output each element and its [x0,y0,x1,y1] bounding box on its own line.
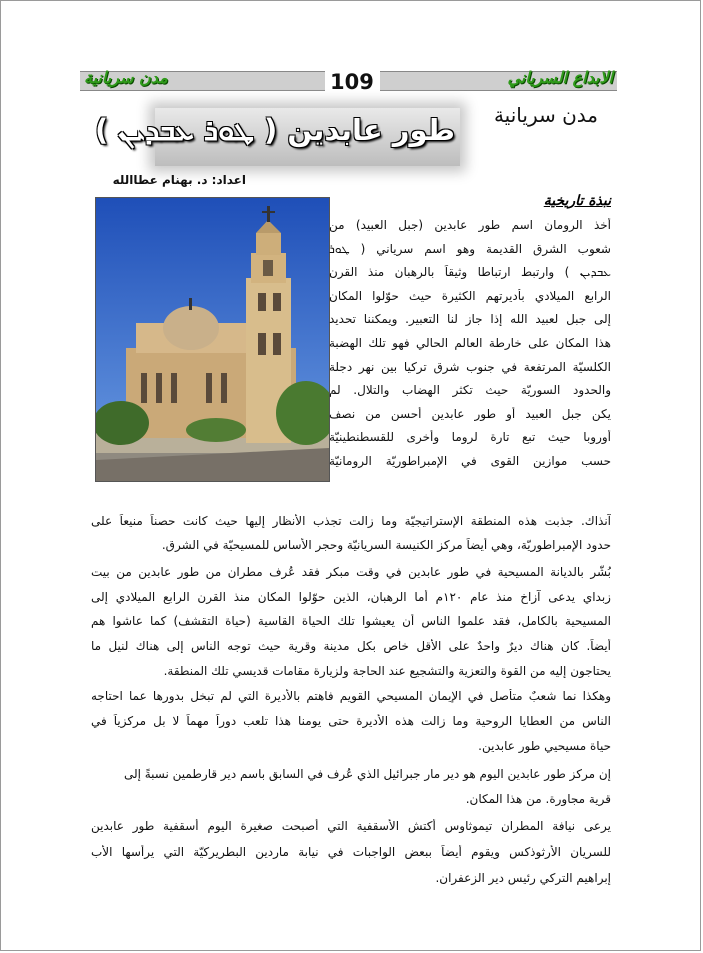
body-line: أيضاً. كان هناك ديرٌ واحدٌ على الأقل خاص بكل مدينة وقرية حيث توجه الناس إلى هناك لنيل ما [91,639,611,653]
church-photo [95,197,330,482]
column-line: الكلسيّة المرتفعة في جنوب شرق تركيا بين نهر دجلة [329,359,611,374]
body-line: المسيحية بالكامل، فقد علموا الناس أن يعيشوا تلك الحياة القاسية (حياة التقشف) كما عاشوا هم [91,614,611,628]
body-line: وهكذا نما شعبٌ متأصل في الإيمان المسيحي القويم فاهتم بالأديرة التي لم تبخل بدورها عما احتاجه [91,689,611,703]
column-line: والحدود السوريّة حيث تكثر الهضاب والتلال. لم [329,383,611,398]
column-line: هذا المكان على خارطة العالم الحالي فهو تلك الهضبة [329,336,611,350]
body-line: للسريان الأرثوذكس ويقوم أيضاً ببعض الواجبات في نيابة ماردين البطريركيّة التي يرأسها الأب [91,845,611,859]
subheading: نبذة تاريخية [543,193,611,209]
column-line: حسب موازين القوى في الإمبراطوريّة الرومانيّة [329,454,611,468]
page-number: 109 [330,70,374,94]
column-line: شعوب الشرق القديمة وهو اسم سرياني ( ܛܘܪ [329,241,611,256]
body-line: إبراهيم التركي رئيس دير الزعفران. [435,871,611,885]
body-line: حدود الإمبراطوريّة، وهي أيضاً مركز الكنيسة السريانيّة وحجر الأساس للمسيحيّة في الشرق. [161,538,611,552]
author-line: اعداد: د. بهنام عطاالله [112,173,246,187]
column-line: الرابع الميلادي بأديرتهم الكثيرة حيث حوّلوا المكان [329,288,611,303]
body-line: حياة مسيحيي طور عابدين. [478,739,611,753]
header-magazine-name: الابداع السرياني [507,68,613,87]
body-line: زبداي يدعى آزاخ منذ عام ١٢٠م أما الرهبان، الذين حوّلوا المكان منذ القرن الرابع الميلادي إلى [91,590,611,604]
body-line: الناس من العطايا الروحية وما زالت هذه الأديرة حتى يومنا هذا تلعب دوراً مهماً لا بل مركزياً في [91,714,611,728]
column-line: يكن جبل العبيد أو طور عابدين أحسن من نصف [329,406,611,421]
article-title: طور عابدين ( ܛܘܪ ܥܒܕܝܢ ) [94,113,455,147]
body-line: يحتاجون إليه من القوة والتعزية والتشجيع عند الحاجة ولزيارة مقامات قديسي تلك المنطقة. [163,664,611,678]
header-section-label: مدن سريانية [84,68,168,87]
column-line: أوروبا حيث تبع تارة لروما وأخرى للقسطنطينيّة [329,430,611,445]
body-line: بُشّر بالديانة المسيحية في طور عابدين في وقت مبكر فقد عُرف مطران من طور عابدين من بيت [91,565,611,579]
section-heading: مدن سريانية [493,103,598,127]
church-photo-icon [96,198,329,481]
body-line: إن مركز طور عابدين اليوم هو دير مار جبرائيل الذي عُرف في السابق باسم دير قارطمين نسبةً إلى [123,767,611,781]
column-line: إلى جبل لعبيد الله إذا جاز لنا التعبير. ويمكننا تحديد [329,312,611,327]
body-line: يرعى نيافة المطران تيموثاوس أكتش الأسقفية التي أصبحت صغيرة اليوم أسقفية طور عابدين [91,819,611,833]
body-line: قرية مجاورة. من هذا المكان. [465,792,611,806]
body-line: آنذاك. جذبت هذه المنطقة الإستراتيجيّة وما زالت تجذب الأنظار إليها حيث كانت حصناً منيعاً على [91,514,611,528]
column-line: ܥܒܕܝܢ ) وارتبط ارتباطا وثيقاً بالرهبان منذ القرن [329,265,611,280]
column-line: أخذ الرومان اسم طور عابدين (جبل العبيد) من [329,218,611,232]
